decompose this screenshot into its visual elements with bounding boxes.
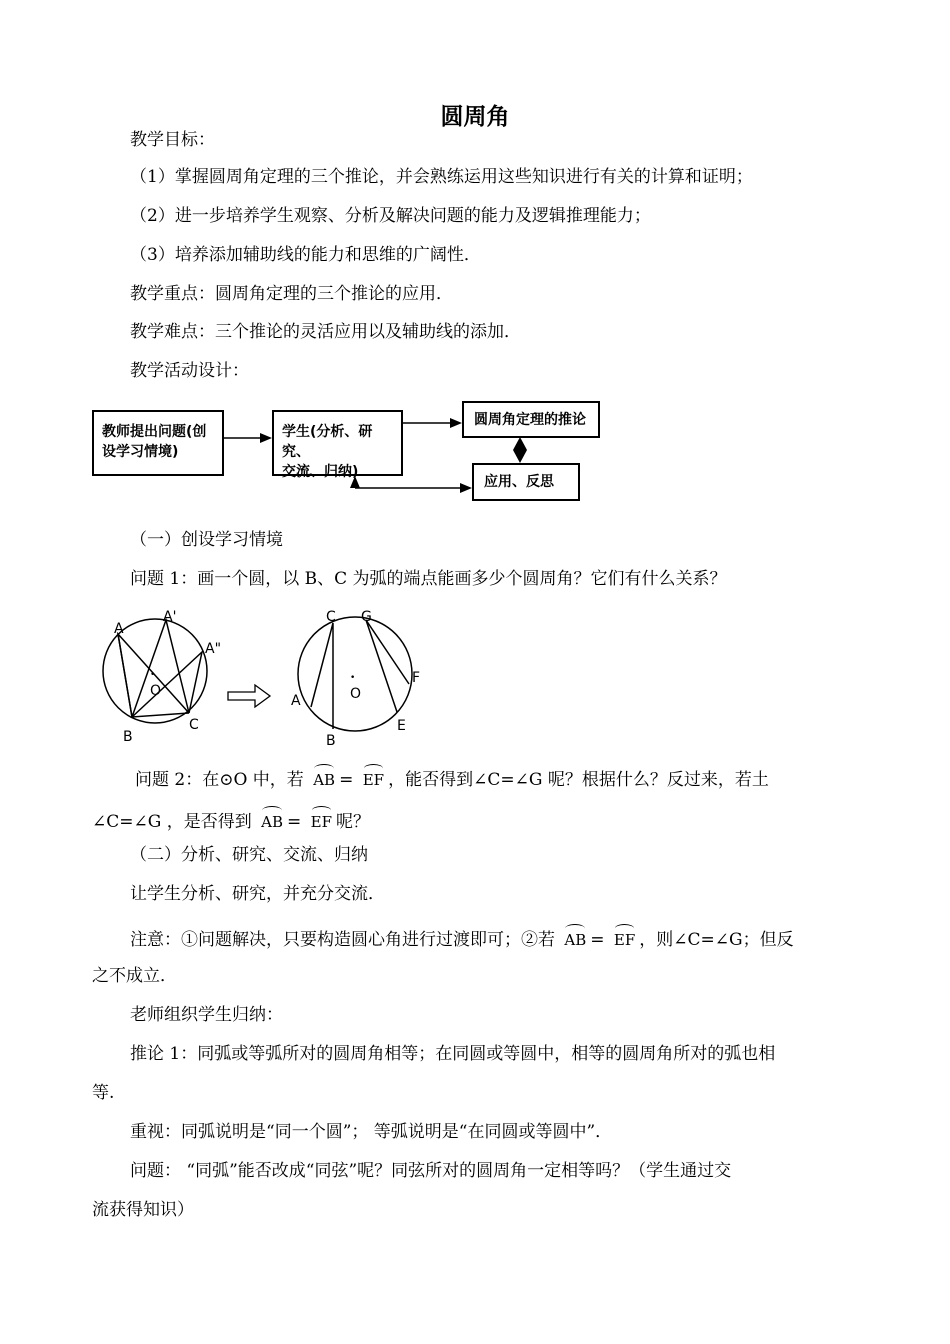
goal-3: （3）培养添加辅助线的能力和思维的广阔性． <box>130 245 481 265</box>
fig1-label-a-double-prime: A" <box>205 641 222 657</box>
key-point: 教学重点：圆周角定理的三个推论的应用． <box>130 284 453 304</box>
section-1-heading: （一）创设学习情境 <box>130 530 283 550</box>
arc-ab: AB <box>261 806 283 834</box>
flow-box-teacher-line2: 设学习情境) <box>102 444 179 460</box>
q2-text-2: ，能否得到∠C=∠G 呢？根据什么？反过来，若土 <box>388 770 769 790</box>
note-line2: 之不成立． <box>92 966 177 986</box>
arc-ef: EF <box>363 764 384 792</box>
fig2-label-o: O <box>350 686 362 702</box>
activity-design-heading: 教学活动设计： <box>130 361 249 381</box>
note-equals: = <box>590 930 605 950</box>
fig1-label-a-prime: A' <box>163 609 177 625</box>
q2-equals: = <box>287 812 302 832</box>
fig2-label-e: E <box>397 718 406 734</box>
q2-equals: = <box>339 770 354 790</box>
flow-box-students-line1: 学生(分析、研究、 <box>282 424 373 460</box>
q2-text-1: 问题 2：在⊙O 中，若 <box>135 770 304 790</box>
goals-heading: 教学目标： <box>130 130 215 150</box>
note-text-2: ，则∠C=∠G；但反 <box>639 930 794 950</box>
fig1-label-o: O <box>150 683 162 699</box>
fig2-label-b: B <box>326 733 336 749</box>
section-2-heading: （二）分析、研究、交流、归纳 <box>130 845 368 865</box>
flow-box-students-line2: 交流、归纳) <box>282 464 359 480</box>
fig2-label-a: A <box>291 693 301 709</box>
note-text-1: 注意：①问题解决，只要构造圆心角进行过渡即可；②若 <box>130 930 555 950</box>
goal-2: （2）进一步培养学生观察、分析及解决问题的能力及逻辑推理能力； <box>130 206 651 226</box>
flow-box-students <box>272 410 403 480</box>
svg-text:•: • <box>350 673 356 683</box>
question-3-line1: 问题： “同弧”能否改成“同弦”呢？同弦所对的圆周角一定相等吗？（学生通过交 <box>130 1161 732 1181</box>
question-2-line2 <box>92 806 370 834</box>
transform-arrow <box>228 685 270 707</box>
let-students: 让学生分析、研究，并充分交流． <box>130 884 385 904</box>
fig2-label-c: C <box>326 609 336 625</box>
fig1-label-a: A <box>114 621 124 637</box>
arc-ab: AB <box>313 764 335 792</box>
difficulty: 教学难点：三个推论的灵活应用以及辅助线的添加． <box>130 322 521 342</box>
arc-ef: EF <box>311 806 332 834</box>
fig1-label-b: B <box>123 729 133 745</box>
note-line1 <box>130 924 794 952</box>
fig1-label-c: C <box>189 717 199 733</box>
teacher-summary: 老师组织学生归纳： <box>130 1005 283 1025</box>
flow-box-application: 应用、反思 <box>472 463 580 501</box>
figure-1 <box>103 609 221 745</box>
flow-box-teacher-line1: 教师提出问题(创 <box>102 424 207 440</box>
fig2-label-g: G <box>361 609 372 625</box>
question-2-line1 <box>135 764 769 792</box>
arc-ef: EF <box>614 924 635 952</box>
q2-text-4: 呢？ <box>336 812 371 832</box>
question-3-line2: 流获得知识） <box>92 1200 194 1220</box>
flow-box-teacher <box>92 410 224 476</box>
circle-figures <box>85 605 445 750</box>
goal-1: （1）掌握圆周角定理的三个推论，并会熟练运用这些知识进行有关的计算和证明； <box>130 167 753 187</box>
flow-box-corollary: 圆周角定理的推论 <box>462 401 600 438</box>
figure-2 <box>291 609 420 749</box>
q2-text-3: ∠C=∠G ，是否得到 <box>92 812 252 832</box>
emphasis: 重视：同弧说明是“同一个圆”； 等弧说明是“在同圆或等圆中”． <box>130 1122 613 1142</box>
corollary-1-line2: 等. <box>92 1083 115 1103</box>
question-1: 问题 1：画一个圆，以 B、C 为弧的端点能画多少个圆周角？它们有什么关系？ <box>130 569 727 589</box>
svg-text:•: • <box>150 670 156 680</box>
arc-ab: AB <box>564 924 586 952</box>
fig2-label-f: F <box>412 670 421 686</box>
corollary-1-line1: 推论 1：同弧或等弧所对的圆周角相等；在同圆或等圆中，相等的圆周角所对的弧也相 <box>130 1044 776 1064</box>
page-title: 圆周角 <box>440 104 510 130</box>
